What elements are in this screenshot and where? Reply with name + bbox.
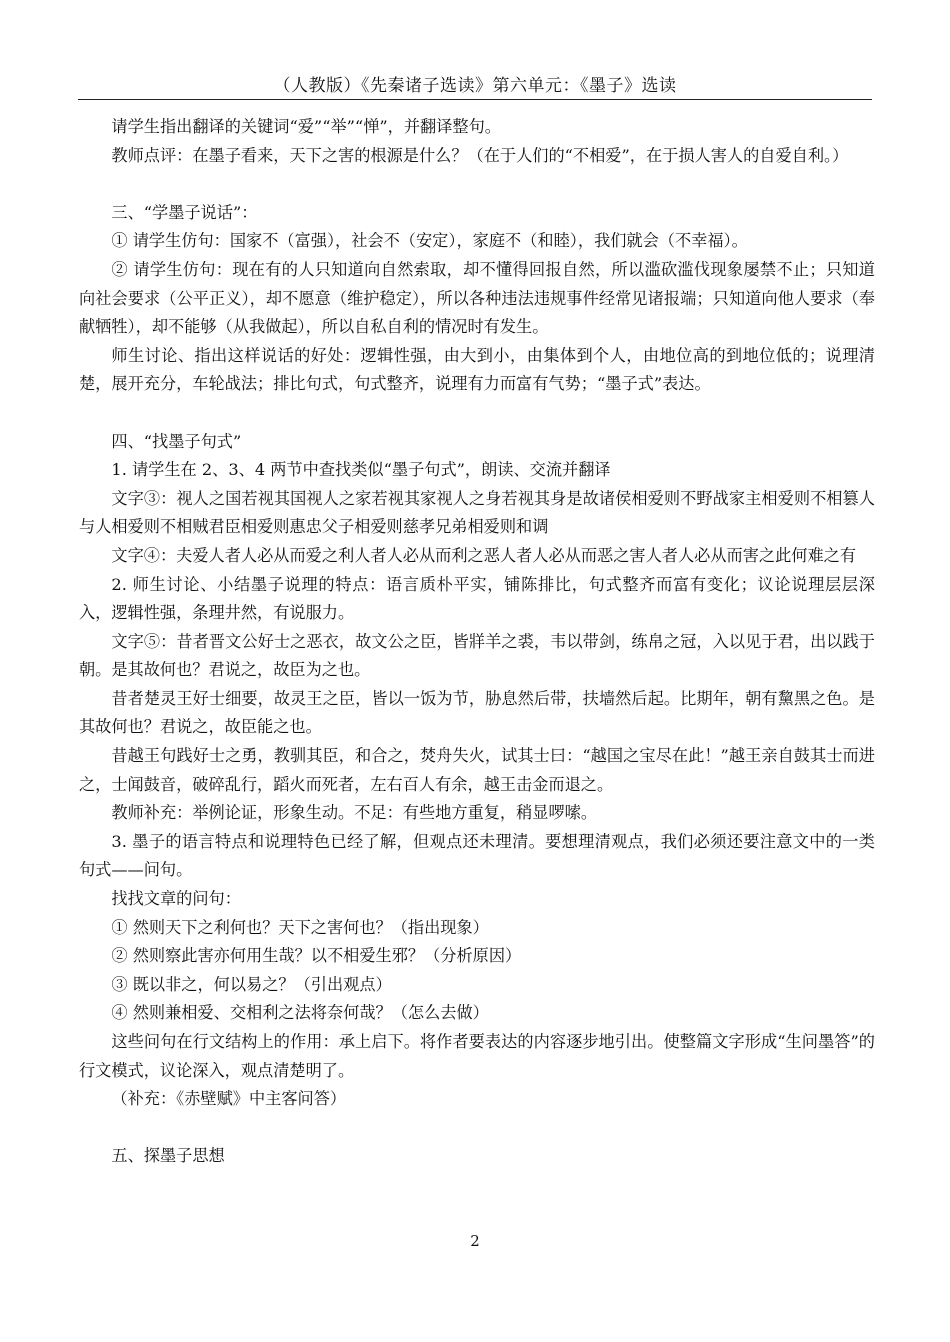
paragraph: 1. 请学生在 2、3、4 两节中查找类似“墨子句式”，朗读、交流并翻译	[111, 460, 611, 480]
document-body	[79, 113, 875, 1171]
question-item: ① 然则天下之利何也？天下之害何也？（指出现象）	[111, 917, 489, 937]
paragraph: ② 请学生仿句：现在有的人只知道向自然索取，却不懂得回报自然，所以滥砍滥伐现象屡禁不止；只知道向社会要求（公平正义），却不愿意（维护稳定），所以各种违法违规事件经常见诸报端；只知道向他人要求（奉献牺牲），却不能够（从我做起），所以自私自利的情况时有发生。	[79, 259, 875, 337]
question-item: ④ 然则兼相爱、交相利之法将奈何哉？（怎么去做）	[111, 1003, 489, 1023]
section-heading: 五、探墨子思想	[111, 1146, 225, 1166]
quoted-text: 文字③：视人之国若视其国视人之家若视其家视人之身若视其身是故诸侯相爱则不野战家主相爱则不相篡人与人相爱则不相贼君臣相爱则惠忠父子相爱则慈孝兄弟相爱则和调	[79, 488, 875, 537]
paragraph: 师生讨论、指出这样说话的好处：逻辑性强，由大到小，由集体到个人，由地位高的到地位低的；说理清楚，展开充分，车轮战法；排比句式，句式整齐，说理有力而富有气势；“墨子式”表达。	[79, 345, 875, 394]
paragraph: 找找文章的问句：	[111, 889, 241, 909]
section-heading: 四、“找墨子句式”	[111, 431, 242, 451]
header-divider	[78, 99, 872, 100]
quoted-text: 文字④：夫爱人者人必从而爱之利人者人必从而利之恶人者人必从而恶之害人者人必从而害之此何难之有	[111, 545, 857, 565]
blank-line	[79, 170, 875, 199]
quoted-text: 昔者楚灵王好士细要，故灵王之臣，皆以一饭为节，胁息然后带，扶墙然后起。比期年，朝有黧黑之色。是其故何也？君说之，故臣能之也。	[79, 688, 875, 737]
page-header: （人教版）《先秦诸子选读》第六单元：《墨子》选读	[273, 76, 677, 96]
blank-line	[79, 399, 875, 428]
paragraph: 请学生指出翻译的关键词“爱”“举”“惮”，并翻译整句。	[111, 117, 501, 136]
quoted-text: 昔越王句践好士之勇，教驯其臣，和合之，焚舟失火，试其士曰：“越国之宝尽在此！”越王亲自鼓其士而进之，士闻鼓音，破碎乱行，蹈火而死者，左右百人有余，越王击金而退之。	[79, 746, 875, 794]
quoted-text: 文字⑤：昔者晋文公好士之恶衣，故文公之臣，皆牂羊之裘，韦以带剑，练帛之冠，入以见于君，出以践于朝。是其故何也？君说之，故臣为之也。	[79, 631, 875, 680]
paragraph: 2. 师生讨论、小结墨子说理的特点：语言质朴平实，铺陈排比，句式整齐而富有变化；议论说理层层深入，逻辑性强，条理井然，有说服力。	[79, 574, 875, 623]
paragraph: 教师补充：举例论证，形象生动。不足：有些地方重复，稍显啰嗦。	[111, 803, 598, 823]
paragraph: 这些问句在行文结构上的作用：承上启下。将作者要表达的内容逐步地引出。使整篇文字形成“生问墨答”的行文模式，议论深入，观点清楚明了。	[79, 1032, 875, 1080]
blank-line	[79, 1114, 875, 1143]
section-heading: 三、“学墨子说话”：	[111, 202, 258, 222]
paragraph: 3. 墨子的语言特点和说理特色已经了解，但观点还未理清。要想理清观点，我们必须还要注意文中的一类句式——问句。	[79, 831, 875, 880]
page-number: 2	[470, 1232, 480, 1250]
paragraph: （补充：《赤壁赋》中主客问答）	[111, 1089, 347, 1109]
question-item: ② 然则察此害亦何用生哉？以不相爱生邪？（分析原因）	[111, 946, 522, 966]
paragraph: 教师点评：在墨子看来，天下之害的根源是什么？（在于人们的“不相爱”，在于损人害人的自爱自利。）	[111, 145, 849, 165]
question-item: ③ 既以非之，何以易之？（引出观点）	[111, 974, 392, 994]
paragraph: ① 请学生仿句：国家不（富强），社会不（安定），家庭不（和睦），我们就会（不幸福）。	[111, 231, 748, 251]
